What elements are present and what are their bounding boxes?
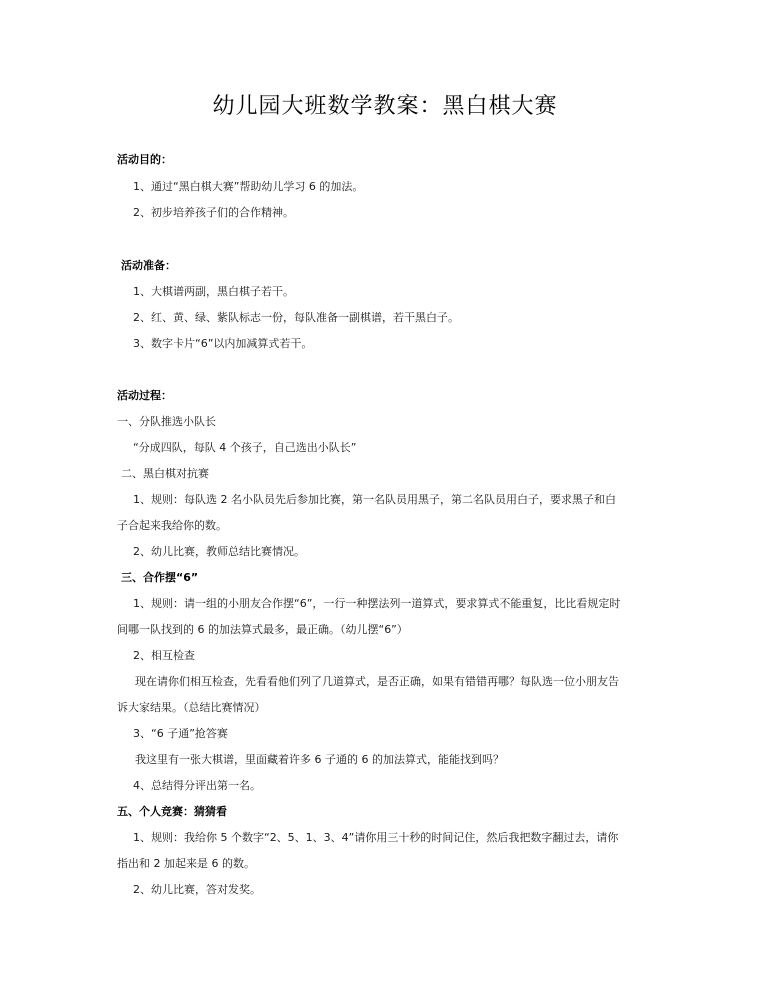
process-step-5-heading: 五、个人竞赛：猜猜看 [117,805,227,818]
process-step-3-check-line-2: 诉大家结果。（总结比赛情况） [117,701,266,714]
prep-item-3: 3、数字卡片“6”以内加减算式若干。 [133,337,313,350]
process-step-3-item-2: 2、相互检查 [133,649,195,662]
process-step-2-item-2: 2、幼儿比赛，教师总结比赛情况。 [133,545,305,558]
process-step-3-rule-line-2: 间哪一队找到的 6 的加法算式最多，最正确。（幼儿摆“6”） [117,623,408,636]
process-step-3-item-3-text: 我这里有一张大棋谱，里面藏着许多 6 子通的 6 的加法算式，能能找到吗？ [135,753,504,766]
process-step-3-check-line-1: 现在请你们相互检查，先看看他们列了几道算式，是否正确，如果有错错再哪？每队选一位小朋友告 [135,675,619,688]
process-step-1-heading: 一、分队推选小队长 [117,415,216,428]
process-step-5-item-2: 2、幼儿比赛，答对发奖。 [133,883,261,896]
process-step-3-rule-line-1: 1、规则：请一组的小朋友合作摆“6”，一行一种摆法列一道算式，要求算式不能重复，比比看规定时 [133,597,621,610]
section-heading-process: 活动过程： [117,389,172,402]
page-title: 幼儿园大班数学教案：黑白棋大赛 [212,94,558,119]
process-step-3-item-3: 3、“6 子通”抢答赛 [133,727,228,740]
process-step-3-heading: 三、合作摆“6” [121,571,199,584]
process-step-3-item-4: 4、总结得分评出第一名。 [133,779,261,792]
goal-item-1: 1、通过“黑白棋大赛”帮助幼儿学习 6 的加法。 [133,180,364,193]
section-heading-preparation: 活动准备： [121,259,176,272]
prep-item-2: 2、红、黄、绿、紫队标志一份，每队准备一副棋谱，若干黑白子。 [133,311,459,324]
process-step-5-rule-line-2: 指出和 2 加起来是 6 的数。 [117,857,255,870]
process-step-1-text: “分成四队，每队 4 个孩子，自己选出小队长” [133,441,357,454]
prep-item-1: 1、大棋谱两副，黑白棋子若干。 [133,285,294,298]
section-heading-goals: 活动目的： [117,153,172,166]
process-step-5-rule-line-1: 1、规则：我给你 5 个数字“2、5、1、3、4”请你用三十秒的时间记住，然后我把数字翻过去，请你 [133,831,619,844]
process-step-2-rule-line-2: 子合起来我给你的数。 [117,519,227,532]
process-step-2-rule-line-1: 1、规则：每队选 2 名小队员先后参加比赛，第一名队员用黑子，第二名队员用白子，要求黑子和白 [133,493,616,506]
process-step-2-heading: 二、黑白棋对抗赛 [121,467,209,480]
goal-item-2: 2、初步培养孩子们的合作精神。 [133,206,294,219]
